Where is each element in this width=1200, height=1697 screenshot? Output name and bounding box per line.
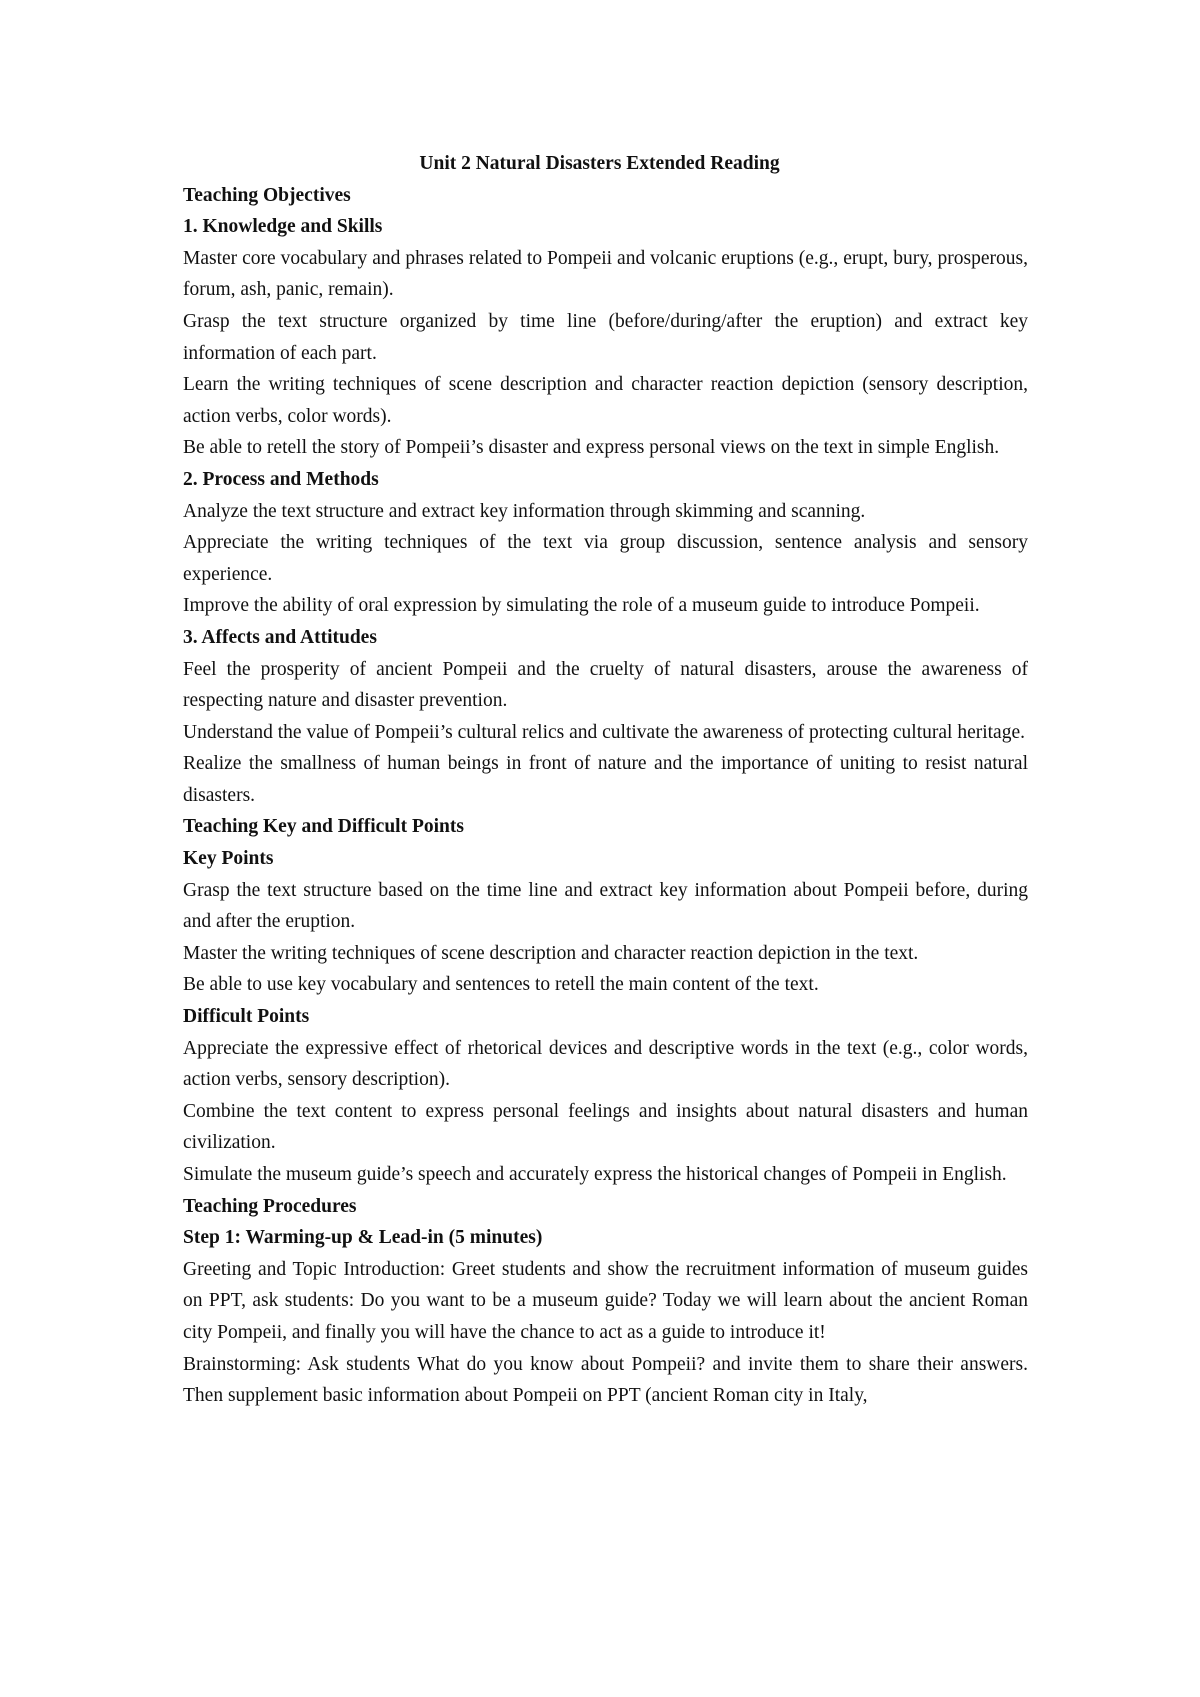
document-title: Unit 2 Natural Disasters Extended Reading xyxy=(419,153,780,174)
paragraph: Appreciate the writing techniques of the text via group discussion, sentence analysis and sensory experience. xyxy=(183,532,1028,585)
document-body xyxy=(183,180,1028,1412)
paragraph: Greeting and Topic Introduction: Greet students and show the recruitment information of museum guides on PPT, ask students: Do you want to be a museum guide? Today we will learn about the ancient Roman city Pompeii, and finally you will have the chance to act as a guide to introduce it! xyxy=(183,1258,1028,1343)
section-heading: Teaching Procedures xyxy=(183,1195,357,1217)
section-heading: Teaching Key and Difficult Points xyxy=(183,816,464,838)
paragraph: Grasp the text structure organized by time line (before/during/after the eruption) and extract key information of each part. xyxy=(183,310,1028,364)
paragraph: Feel the prosperity of ancient Pompeii and the cruelty of natural disasters, arouse the awareness of respecting nature and disaster prevention. xyxy=(183,658,1028,712)
paragraph: Grasp the text structure based on the time line and extract key information about Pompeii before, during and after the eruption. xyxy=(183,879,1028,933)
paragraph: Analyze the text structure and extract key information through skimming and scanning. xyxy=(183,500,866,522)
paragraph: Brainstorming: Ask students What do you know about Pompeii? and invite them to share their answers. Then supplement basic information about Pompeii on PPT (ancient Roman city in Italy, xyxy=(183,1353,1028,1407)
paragraph: Understand the value of Pompeii’s cultural relics and cultivate the awareness of protecting cultural heritage. xyxy=(183,721,1025,743)
paragraph: Master the writing techniques of scene description and character reaction depiction in the text. xyxy=(183,942,919,964)
paragraph: Be able to retell the story of Pompeii’s disaster and express personal views on the text in simple English. xyxy=(183,437,1000,459)
section-heading: Difficult Points xyxy=(183,1006,310,1028)
paragraph: Simulate the museum guide’s speech and accurately express the historical changes of Pompeii in English. xyxy=(183,1164,1007,1185)
section-heading: 3. Affects and Attitudes xyxy=(183,626,377,648)
paragraph: Learn the writing techniques of scene description and character reaction depiction (sensory description, action verbs, color words). xyxy=(183,374,1028,427)
section-heading: 2. Process and Methods xyxy=(183,468,379,490)
paragraph: Realize the smallness of human beings in front of nature and the importance of uniting to resist natural disasters. xyxy=(183,753,1028,806)
paragraph: Combine the text content to express personal feelings and insights about natural disasters and human civilization. xyxy=(183,1100,1028,1154)
section-heading: Step 1: Warming-up & Lead-in (5 minutes) xyxy=(183,1227,543,1249)
document-page xyxy=(183,148,1028,1412)
section-heading: 1. Knowledge and Skills xyxy=(183,216,383,238)
paragraph: Be able to use key vocabulary and sentences to retell the main content of the text. xyxy=(183,974,819,996)
paragraph: Master core vocabulary and phrases related to Pompeii and volcanic eruptions (e.g., erupt, bury, prosperous, forum, ash, panic, remain). xyxy=(183,247,1028,301)
paragraph: Appreciate the expressive effect of rhetorical devices and descriptive words in the text (e.g., color words, action verbs, sensory description). xyxy=(183,1037,1028,1091)
section-heading: Teaching Objectives xyxy=(183,184,351,206)
paragraph: Improve the ability of oral expression by simulating the role of a museum guide to introduce Pompeii. xyxy=(183,595,980,617)
section-heading: Key Points xyxy=(183,848,274,870)
